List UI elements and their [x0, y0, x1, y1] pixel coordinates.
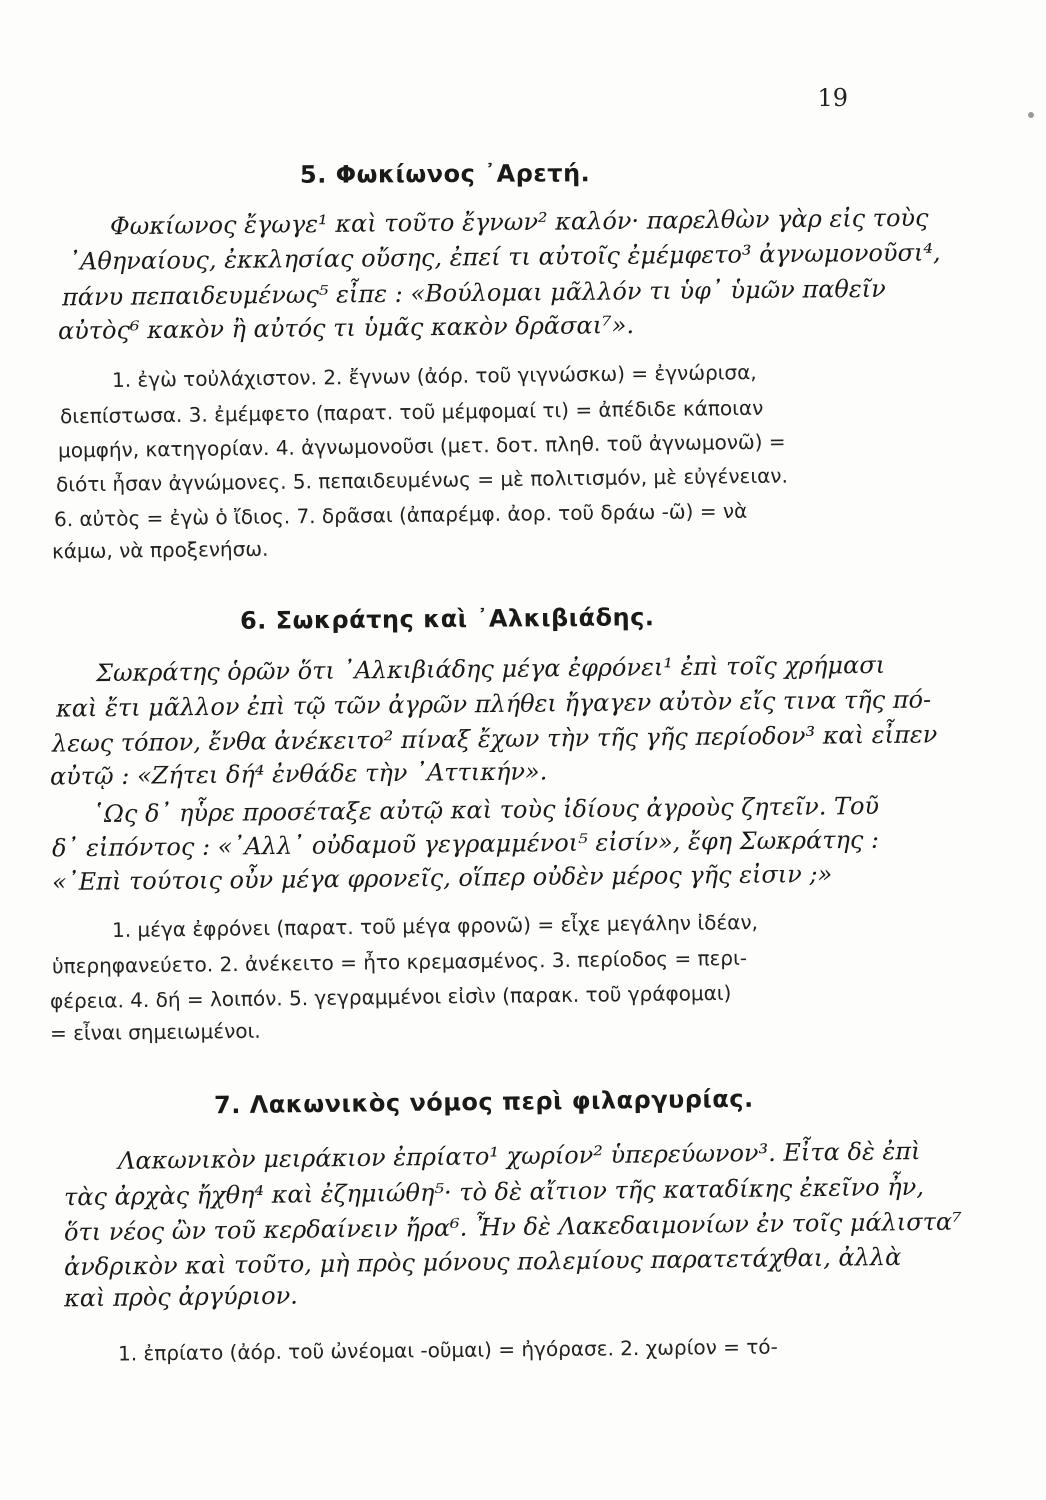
section-6-note-line: ὑπερηφανεύετο. 2. ἀνέκειτο = ἦτο κρεμασμένος. 3. περίοδος = περι- [51, 945, 748, 979]
section-5-body-line: Φωκίωνος ἔγωγε¹ καὶ τοῦτο ἔγνων² καλόν· παρελθὼν γὰρ εἰς τοὺς [109, 203, 929, 241]
section-5-note-line: κάμω, νὰ προξενήσω. [51, 536, 269, 564]
section-7-note-line: 1. ἐπρίατο (ἀόρ. τοῦ ὠνέομαι -οῦμαι) = ἠγόρασε. 2. χωρίον = τό- [117, 1334, 778, 1366]
section-7-body-line: Λακωνικὸν μειράκιον ἐπρίατο¹ χωρίον² ὑπερεύωνον³. Εἶτα δὲ ἐπὶ [117, 1137, 921, 1175]
speck-mark [1028, 112, 1034, 118]
section-6-note-line: = εἶναι σημειωμένοι. [49, 1018, 261, 1046]
section-6-body-line: ῾Ως δ᾿ ηὗρε προσέταξε αὐτῷ καὶ τοὺς ἰδίους ἀγροὺς ζητεῖν. Τοῦ [91, 791, 880, 829]
section-7-body-line: ὅτι νέος ὢν τοῦ κερδαίνειν ἤρα⁶. Ἦν δὲ Λακεδαιμονίων ἐν τοῖς μάλιστα⁷ [63, 1207, 962, 1247]
section-7-title: 7. Λακωνικὸς νόμος περὶ φιλαργυρίας. [213, 1084, 754, 1120]
section-5-note-line: 6. αὐτὸς = ἐγὼ ὁ ἴδιος. 7. δρᾶσαι (ἀπαρέμφ. ἀορ. τοῦ δράω -ῶ) = νὰ [53, 498, 748, 532]
section-5-note-line: μομφήν, κατηγορίαν. 4. ἀγνωμονοῦσι (μετ. δοτ. πληθ. τοῦ ἀγνωμονῶ) = [57, 429, 786, 463]
section-5-body-line: πάνυ πεπαιδευμένως⁵ εἶπε : «Βούλομαι μᾶλλόν τι ὑφ᾿ ὑμῶν παθεῖν [61, 274, 886, 312]
section-5-note-line: διεπίστωσα. 3. ἐμέμφετο (παρατ. τοῦ μέμφομαί τι) = ἀπέδιδε κάποιαν [59, 395, 764, 429]
section-6-body-line: αὐτῷ : «Ζήτει δή⁴ ἐνθάδε τὴν ᾿Αττικήν». [49, 757, 548, 791]
section-6-note-line: φέρεια. 4. δή = λοιπόν. 5. γεγραμμένοι εἰσὶν (παρακ. τοῦ γράφομαι) [49, 980, 732, 1014]
page-number: 19 [817, 84, 848, 112]
section-7-body-line: ἀνδρικὸν καὶ τοῦτο, μὴ πρὸς μόνους πολεμίους παρατετάχθαι, ἀλλὰ [63, 1242, 902, 1282]
section-6-body-line: λεως τόπον, ἔνθα ἀνέκειτο² πίναξ ἔχων τὴν τῆς γῆς περίοδον³ καὶ εἶπεν [51, 720, 938, 758]
section-5-note-line: 1. ἐγὼ τοὐλάχιστον. 2. ἔγνων (ἀόρ. τοῦ γιγνώσκω) = ἐγνώρισα, [111, 360, 757, 392]
section-6-note-line: 1. μέγα ἐφρόνει (παρατ. τοῦ μέγα φρονῶ) = εἶχε μεγάλην ἰδέαν, [111, 910, 759, 942]
section-6-title: 6. Σωκράτης καὶ ᾿Αλκιβιάδης. [239, 603, 655, 635]
section-7-body-line: τὰς ἀρχὰς ἤχθη⁴ καὶ ἐζημιώθη⁵· τὸ δὲ αἴτιον τῆς καταδίκης ἐκεῖνο ἦν, [63, 1172, 925, 1212]
section-5-note-line: διότι ἦσαν ἀγνώμονες. 5. πεπαιδευμένως = μὲ πολιτισμόν, μὲ εὐγένειαν. [55, 463, 788, 497]
section-6-body-line: δ᾿ εἰπόντος : «᾿Αλλ᾿ οὐδαμοῦ γεγραμμένοι⁵ εἰσίν», ἔφη Σωκράτης : [51, 825, 880, 863]
section-5-body-line: αὐτὸς⁶ κακὸν ἢ αὐτός τι ὑμᾶς κακὸν δρᾶσαι⁷». [57, 310, 635, 346]
section-6-body-line: «᾿Επὶ τούτοις οὖν μέγα φρονεῖς, οἵπερ οὐδὲν μέρος γῆς εἰσιν ;» [51, 859, 833, 897]
section-5-title: 5. Φωκίωνος ᾿Αρετή. [299, 159, 591, 189]
section-6-body-line: Σωκράτης ὁρῶν ὅτι ᾿Αλκιβιάδης μέγα ἐφρόνει¹ ἐπὶ τοῖς χρήμασι [95, 650, 886, 688]
section-7-body-line: καὶ πρὸς ἀργύριον. [63, 1281, 298, 1313]
section-6-body-line: καὶ ἔτι μᾶλλον ἐπὶ τῷ τῶν ἀγρῶν πλήθει ἤγαγεν αὐτὸν εἴς τινα τῆς πό- [55, 685, 932, 723]
section-5-body-line: ᾿Αθηναίους, ἐκκλησίας οὔσης, ἐπεί τι αὐτοῖς ἐμέμφετο³ ἀγνωμονοῦσι⁴, [67, 238, 941, 276]
